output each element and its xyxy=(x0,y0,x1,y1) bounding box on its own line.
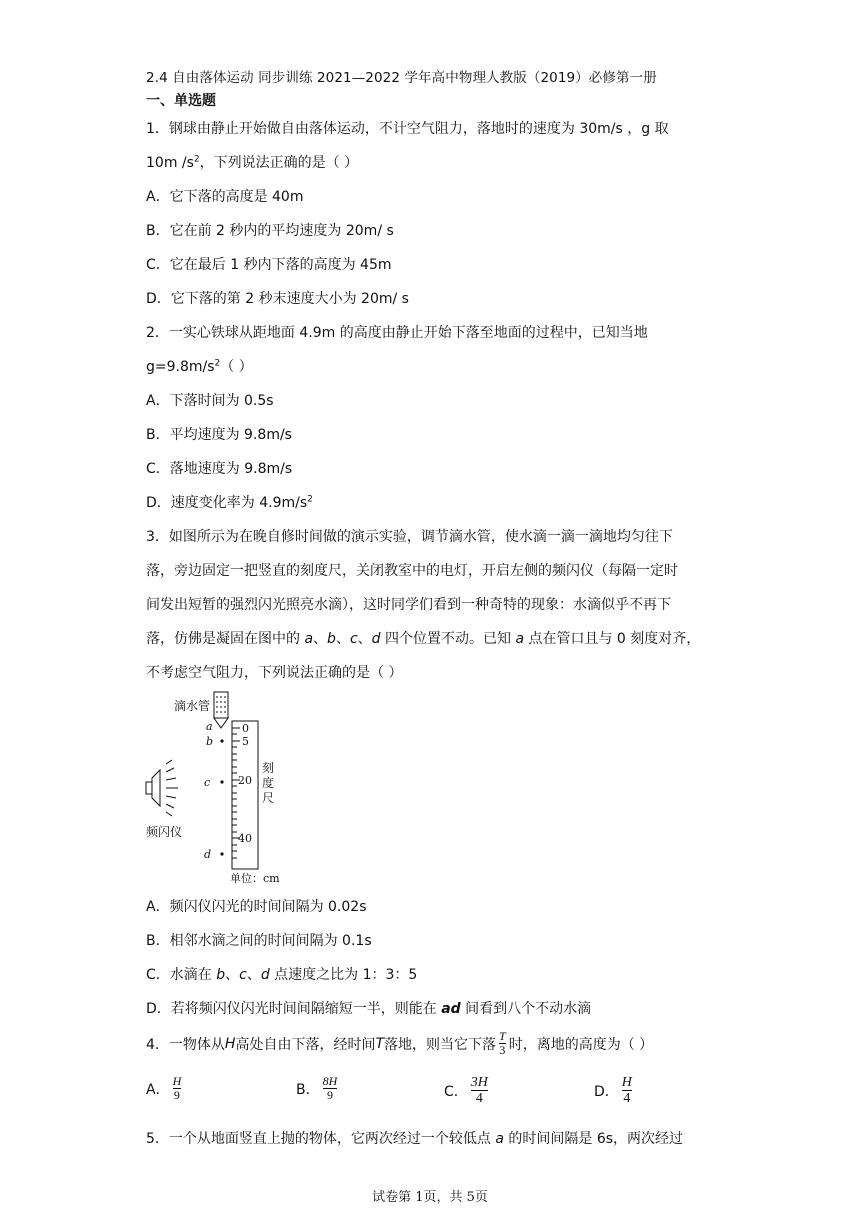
q1-option-d: D．它下落的第 2 秒末速度大小为 20m/ s xyxy=(146,291,409,307)
point-b-label: b xyxy=(206,735,214,748)
q3-option-d-text: 间看到八个不动水滴 xyxy=(460,1001,592,1017)
q3-text: 、 xyxy=(313,631,328,647)
ruler-label-char: 尺 xyxy=(262,791,275,805)
fraction-numerator: 3H xyxy=(470,1075,488,1090)
option-label: D． xyxy=(594,1083,619,1100)
water-drop-c xyxy=(220,780,223,783)
q2-stem-line2 xyxy=(146,356,253,376)
fraction-numerator: H xyxy=(172,1074,182,1088)
superscript: 2 xyxy=(193,154,200,165)
unit-label: 单位：cm xyxy=(230,872,280,884)
q5-stem-line1 xyxy=(146,1128,683,1148)
water-drop-d xyxy=(220,852,223,855)
document-title: 2.4 自由落体运动 同步训练 2021—2022 学年高中物理人教版（2019）必修第一册 xyxy=(146,70,657,86)
fraction-denominator: 3 xyxy=(499,1043,506,1057)
q4-stem xyxy=(146,1030,653,1057)
ruler-label-char: 度 xyxy=(262,776,275,790)
option-label: A． xyxy=(146,1081,170,1098)
q1-stem-text: 10m /s xyxy=(146,155,194,171)
q1-stem-line1: 1．钢球由静止开始做自由落体运动，不计空气阻力，落地时的速度为 30m/s ，g 取 xyxy=(146,121,669,137)
q3-option-c-text: 、 xyxy=(225,967,240,983)
q2-stem-line1: 2．一实心铁球从距地面 4.9m 的高度由静止开始下落至地面的过程中，已知当地 xyxy=(146,325,648,341)
point-label: b xyxy=(327,631,336,647)
option-fraction xyxy=(471,1075,488,1106)
fraction-denominator: 9 xyxy=(326,1088,333,1102)
water-drop-b xyxy=(220,739,223,742)
fraction-numerator: 8H xyxy=(322,1074,338,1088)
q2-option-b: B．平均速度为 9.8m/s xyxy=(146,427,292,443)
q4-text: 4．一物体从 xyxy=(146,1036,225,1053)
q2-stem-text: （ ） xyxy=(220,359,253,375)
q3-option-a: A．频闪仪闪光的时间间隔为 0.02s xyxy=(146,899,367,915)
tick-label-40: 40 xyxy=(238,832,252,845)
drip-experiment-figure xyxy=(142,688,302,884)
variable-T: T xyxy=(375,1035,385,1052)
fraction-denominator: 4 xyxy=(623,1091,631,1106)
option-fraction xyxy=(622,1075,632,1106)
q2-option-d-text: D．速度变化率为 4.9m/s xyxy=(146,495,308,511)
point-label: a xyxy=(495,1131,504,1147)
point-a-label: a xyxy=(206,720,213,733)
q3-option-d xyxy=(146,998,591,1018)
q4-text: 时，离地的高度为（ ） xyxy=(508,1036,654,1053)
tick-label-5: 5 xyxy=(242,735,249,748)
q3-stem-line5: 不考虑空气阻力，下列说法正确的是（ ） xyxy=(146,665,403,681)
page-footer: 试卷第 1页，共 5页 xyxy=(372,1190,488,1205)
q3-stem-line1: 3．如图所示为在晚自修时间做的演示实验，调节滴水管，使水滴一滴一滴地均匀往下 xyxy=(146,529,673,545)
q5-text: 5．一个从地面竖直上抛的物体，它两次经过一个较低点 xyxy=(146,1131,496,1147)
q3-text: 、 xyxy=(335,631,350,647)
point-d-label: d xyxy=(204,848,212,861)
point-c-label: c xyxy=(204,776,211,789)
q3-option-d-text: D．若将频闪仪闪光时间间隔缩短一半，则能在 xyxy=(146,1001,442,1017)
option-label: B． xyxy=(296,1081,320,1098)
fraction-denominator: 4 xyxy=(475,1091,483,1106)
segment-label: ad xyxy=(441,1001,461,1017)
option-fraction xyxy=(323,1075,338,1102)
option-fraction xyxy=(173,1075,182,1102)
q4-text: 落地，则当它下落 xyxy=(384,1036,497,1053)
q3-stem-line3: 间发出短暂的强烈闪光照亮水滴），这时同学们看到一种奇特的现象：水滴似乎不再下 xyxy=(146,597,671,613)
q4-option-b xyxy=(296,1075,340,1102)
q3-option-c-text: C．水滴在 xyxy=(146,967,217,983)
tick-label-0: 0 xyxy=(242,722,249,735)
q2-option-a: A．下落时间为 0.5s xyxy=(146,393,274,409)
q1-stem-line2 xyxy=(146,152,358,172)
q5-text: 的时间间隔是 6s，两次经过 xyxy=(503,1131,684,1147)
q1-option-b: B．它在前 2 秒内的平均速度为 20m/ s xyxy=(146,223,394,239)
ruler-label-char: 刻 xyxy=(262,761,275,775)
q4-option-c xyxy=(444,1075,491,1106)
point-label: b xyxy=(216,967,226,983)
strobe-label: 频闪仪 xyxy=(146,825,183,839)
q3-text: 、 xyxy=(357,631,372,647)
q1-option-a: A．它下落的高度是 40m xyxy=(146,189,304,205)
fraction-numerator: T xyxy=(499,1029,506,1043)
q4-option-a xyxy=(146,1075,184,1102)
q1-option-c: C．它在最后 1 秒内下落的高度为 45m xyxy=(146,257,392,273)
point-label: d xyxy=(260,967,270,983)
q3-option-c-text: 点速度之比为 1：3：5 xyxy=(269,967,418,983)
section-heading: 一、单选题 xyxy=(146,93,216,109)
drip-tube xyxy=(214,692,228,728)
point-label: c xyxy=(349,631,358,647)
q3-text: 落，仿佛是凝固在图中的 xyxy=(146,631,305,647)
q3-text: 四个位置不动。已知 xyxy=(380,631,516,647)
q3-stem-line4 xyxy=(146,628,700,648)
q3-option-c xyxy=(146,964,417,984)
fraction-numerator: H xyxy=(621,1075,632,1090)
point-label: a xyxy=(304,631,314,647)
strobe-flash-icon xyxy=(146,760,178,816)
q2-option-c: C．落地速度为 9.8m/s xyxy=(146,461,293,477)
superscript: 2 xyxy=(307,494,313,505)
tube-label: 滴水管 xyxy=(174,699,211,713)
variable-H: H xyxy=(224,1035,236,1052)
q3-stem-line2: 落，旁边固定一把竖直的刻度尺，关闭教室中的电灯，开启左侧的频闪仪（每隔一定时 xyxy=(146,563,678,579)
point-label: d xyxy=(371,631,381,647)
point-label: a xyxy=(515,631,525,647)
q4-option-d xyxy=(594,1075,635,1106)
q1-stem-text: ，下列说法正确的是（ ） xyxy=(199,155,359,171)
q3-text: 点在管口且与 0 刻度对齐， xyxy=(524,631,701,647)
q2-stem-text: g=9.8m/s xyxy=(146,359,215,375)
superscript: 2 xyxy=(214,358,221,369)
option-label: C． xyxy=(444,1083,468,1100)
point-label: c xyxy=(239,967,247,983)
fraction-t-over-3 xyxy=(499,1030,506,1057)
q3-option-b: B．相邻水滴之间的时间间隔为 0.1s xyxy=(146,933,372,949)
tick-label-20: 20 xyxy=(238,774,252,787)
fraction-denominator: 9 xyxy=(173,1088,180,1102)
q3-option-c-text: 、 xyxy=(246,967,261,983)
q2-option-d xyxy=(146,492,313,512)
q4-text: 高处自由下落，经时间 xyxy=(235,1036,376,1053)
